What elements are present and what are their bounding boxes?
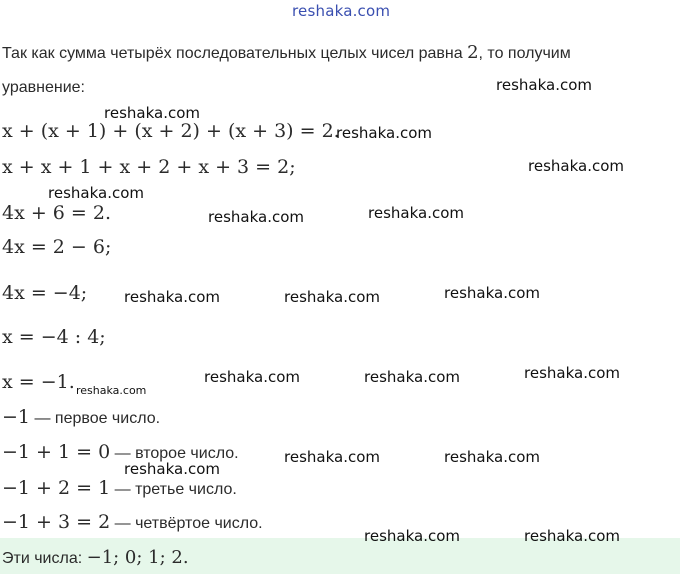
watermark: reshaka.com: [124, 460, 220, 478]
number-label: — четвёртое число.: [110, 515, 263, 532]
number-expr: −1 + 2 = 1: [2, 477, 111, 499]
number-label: — третье число.: [110, 481, 237, 498]
watermark: reshaka.com: [336, 124, 432, 142]
number-expr: −1 + 3 = 2: [2, 511, 111, 533]
equation-step-7: x = −1.: [2, 371, 75, 393]
watermark: reshaka.com: [496, 76, 592, 94]
site-watermark-top: reshaka.com: [292, 2, 391, 20]
watermark: reshaka.com: [204, 368, 300, 386]
intro-text-after: , то получим: [478, 45, 571, 62]
watermark: reshaka.com: [284, 448, 380, 466]
answer-line: [2, 547, 189, 568]
watermark: reshaka.com: [208, 208, 304, 226]
number-expr: −1: [2, 406, 31, 428]
watermark: reshaka.com: [364, 527, 460, 545]
number-line-4: [2, 511, 263, 533]
equation-step-4: 4x = 2 − 6;: [2, 236, 112, 258]
watermark: reshaka.com: [528, 157, 624, 175]
number-label: — второе число.: [110, 445, 239, 462]
watermark: reshaka.com: [364, 368, 460, 386]
watermark: reshaka.com: [524, 364, 620, 382]
intro-line-1: [2, 42, 571, 63]
answer-label: Эти числа:: [2, 550, 87, 567]
watermark: reshaka.com: [524, 527, 620, 545]
answer-values: −1; 0; 1; 2.: [86, 547, 189, 568]
equation-step-2: x + x + 1 + x + 2 + x + 3 = 2;: [2, 156, 296, 178]
intro-sum-value: 2: [467, 42, 479, 63]
watermark: reshaka.com: [76, 384, 147, 397]
watermark: reshaka.com: [284, 288, 380, 306]
number-label: — первое число.: [30, 410, 161, 427]
intro-text-before: Так как сумма четырёх последовательных целых чисел равна: [2, 45, 468, 62]
number-line-3: [2, 477, 237, 499]
watermark: reshaka.com: [48, 184, 144, 202]
number-expr: −1 + 1 = 0: [2, 441, 111, 463]
watermark: reshaka.com: [444, 448, 540, 466]
equation-step-1: x + (x + 1) + (x + 2) + (x + 3) = 2.: [2, 120, 340, 142]
watermark: reshaka.com: [124, 288, 220, 306]
equation-step-6: x = −4 : 4;: [2, 326, 106, 348]
watermark: reshaka.com: [444, 284, 540, 302]
number-line-1: [2, 406, 160, 428]
watermark: reshaka.com: [104, 104, 200, 122]
watermark: reshaka.com: [368, 204, 464, 222]
equation-step-3: 4x + 6 = 2.: [2, 202, 112, 224]
equation-step-5: 4x = −4;: [2, 282, 88, 304]
intro-line-2: уравнение:: [2, 79, 85, 96]
